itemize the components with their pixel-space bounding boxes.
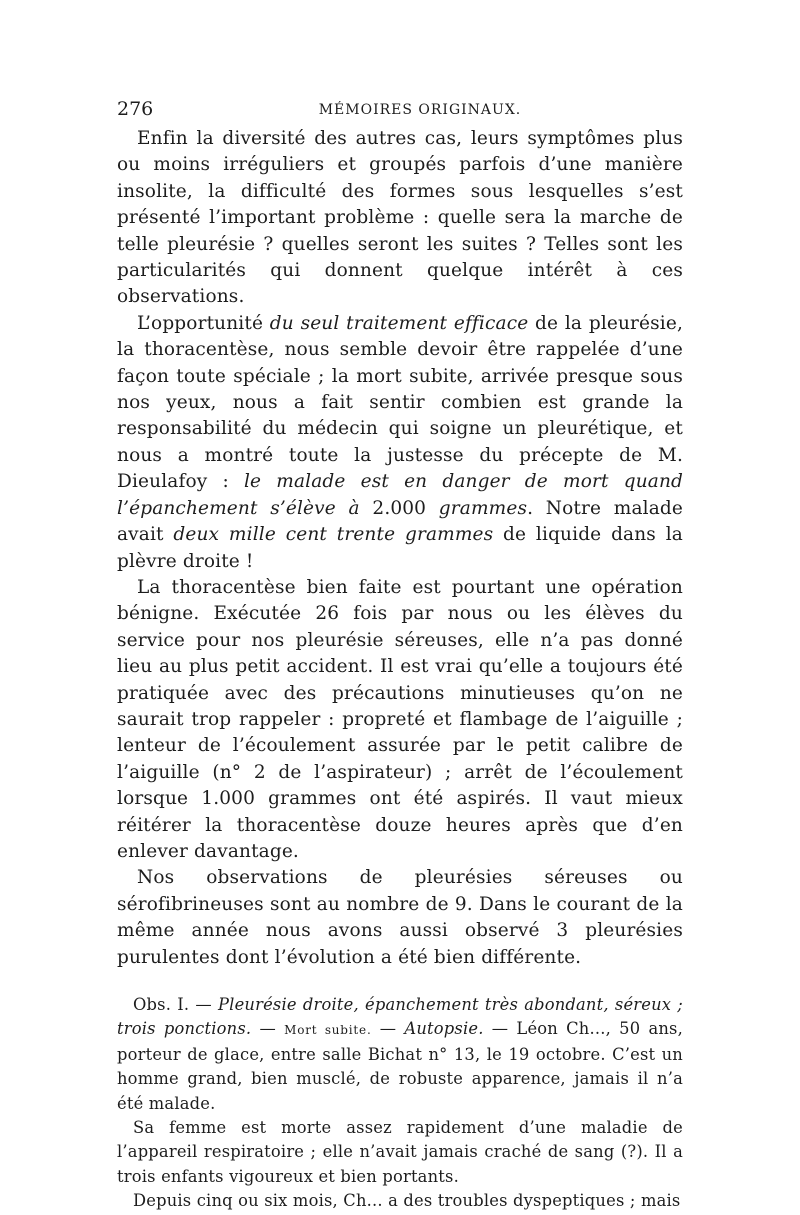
p2-italic-4: deux mille cent trente grammes <box>173 524 494 546</box>
book-page <box>117 98 683 1214</box>
observation-separator-2: — <box>371 1019 405 1039</box>
paragraph-1: Enfin la diversité des autres cas, leurs symptômes plus ou moins irréguliers et groupés parfois d’une manière insolite, la difficulté des formes sous lesquelles s’est présenté l’important problème : quelle sera la marche de telle pleurésie ? quelles seront les suites ? Telles sont les particularités qui donnent quelque intérêt à ces observations. <box>117 128 683 308</box>
page-header <box>117 98 683 126</box>
p2-italic-3: grammes <box>438 497 528 519</box>
observation-paragraph-2: Sa femme est morte assez rapidement d’une maladie de l’appareil respiratoire ; elle n’avait jamais craché de sang (?). Il a trois enfants vigoureux et bien portants. <box>117 1118 683 1186</box>
running-title: MÉMOIRES ORIGINAUX. <box>318 102 522 118</box>
p2-text-4: . Notre malade avait <box>117 497 683 546</box>
paragraph-2 <box>117 311 683 575</box>
p2-text-1: L’opportunité <box>137 312 270 334</box>
page-number: 276 <box>117 98 154 120</box>
observation-mort-subite: Mort subite. <box>284 1023 372 1038</box>
body-text <box>117 126 683 971</box>
p2-italic-1: du seul traitement efficace <box>269 312 529 334</box>
observation-paragraph-3: Depuis cinq ou six mois, Ch... a des troubles dyspeptiques ; mais <box>133 1191 681 1211</box>
observation-title: Pleurésie droite, épanchement très abondant, séreux ; trois ponctions. <box>117 995 683 1039</box>
p2-text-3: 2.000 <box>359 497 439 519</box>
p2-text-5: de liquide dans la plèvre droite ! <box>117 524 683 572</box>
observation-label: Obs. I. — <box>133 995 219 1014</box>
observation-heading-paragraph <box>117 993 683 1116</box>
paragraph-3: La thoracentèse bien faite est pourtant une opération bénigne. Exécutée 26 fois par nous ou les élèves du service pour nos pleurésie séreuses, elle n’a pas donné lieu au plus petit accident. Il est vrai qu’elle a toujours été pratiquée avec des précautions minutieuses qu’on ne saurait trop rappeler : propreté et flambage de l’aiguille ; lenteur de l’écoulement assurée par le petit calibre de l’aiguille (n° 2 de l’aspirateur) ; arrêt de l’écoulement lorsque 1.000 grammes ont été aspirés. Il vaut mieux réitérer la thoracentèse douze heures après que d’en enlever davantage. <box>117 576 683 862</box>
observation-autopsie: Autopsie. <box>404 1019 484 1039</box>
paragraph-4: Nos observations de pleurésies séreuses ou sérofibrineuses sont au nombre de 9. Dans le courant de la même année nous avons aussi observé 3 pleurésies purulentes dont l’évolution a été bien différente. <box>117 867 683 968</box>
observation-intro-text: — Léon Ch..., 50 ans, porteur de glace, entre salle Bichat n° 13, le 19 octobre. C’est un homme grand, bien musclé, de robuste apparence, jamais il n’a été malade. <box>117 1019 683 1113</box>
observation-block <box>117 993 683 1214</box>
p2-italic-2: le malade est en danger de mort quand l’épanchement s’élève à <box>117 471 683 519</box>
p2-text-2: de la pleurésie, la thoracentèse, nous semble devoir être rappelée d’une façon toute spéciale ; la mort subite, arrivée presque sous nos yeux, nous a fait sentir combien est grande la responsabilité du médecin qui soigne un pleurétique, et nous a montré toute la justesse du précepte de M. Dieulafoy : <box>117 312 683 493</box>
observation-separator-1: — <box>251 1019 285 1039</box>
